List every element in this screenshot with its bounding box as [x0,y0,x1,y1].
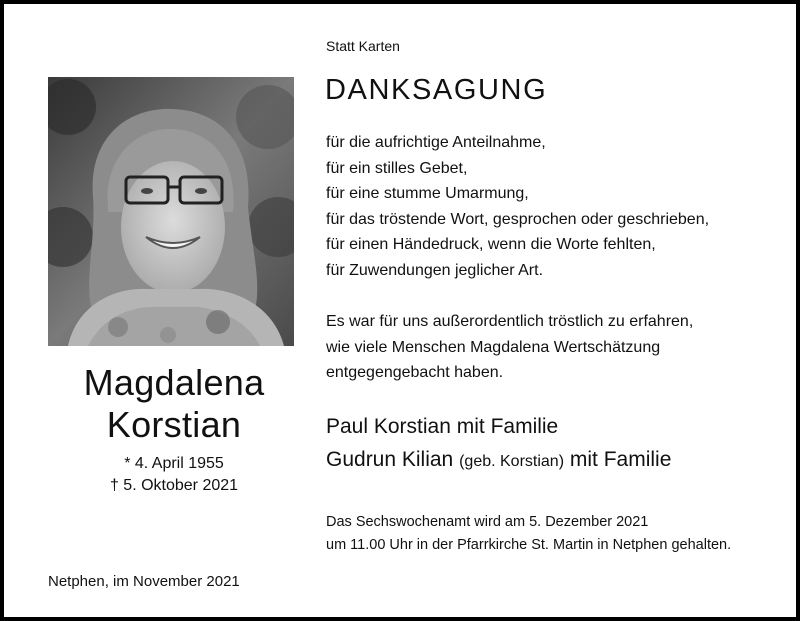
life-dates [48,453,300,497]
family-line-2-note: (geb. Korstian) [459,453,565,470]
consolation-paragraph [326,309,693,386]
paragraph-line: wie viele Menschen Magdalena Wertschätzung [326,338,661,356]
deceased-last-name: Korstian [106,404,242,445]
place-and-date: Netphen, im November 2021 [48,573,240,590]
deceased-name [48,362,300,446]
birth-date: * 4. April 1955 [124,455,224,472]
paragraph-line: Es war für uns außerordentlich tröstlich zu erfahren, [326,313,694,330]
portrait-photo-icon [48,77,294,346]
gratitude-line: für Zuwendungen jeglicher Art. [326,261,544,279]
family-line-2-name: Gudrun Kilian [326,448,454,471]
gratitude-line: für einen Händedruck, wenn die Worte fehlten, [326,236,656,254]
notice-line: um 11.00 Uhr in der Pfarrkirche St. Martin in Netphen gehalten. [326,537,732,553]
portrait-photo [48,77,294,346]
gratitude-line: für das tröstende Wort, gesprochen oder geschrieben, [326,210,710,228]
family-line-2 [326,443,671,478]
page-title: DANKSAGUNG [325,74,548,106]
death-date: † 5. Oktober 2021 [109,477,239,494]
family-line-2-end: mit Familie [569,448,672,471]
gratitude-line: für ein stilles Gebet, [326,159,468,177]
gratitude-line: für die aufrichtige Anteilnahme, [326,134,546,151]
paragraph-line: entgegengebacht haben. [326,364,504,382]
family-signatures [326,410,671,478]
family-line-1: Paul Korstian mit Familie [326,415,559,438]
deceased-first-name: Magdalena [83,362,265,403]
mass-notice [326,511,731,557]
statt-karten-label: Statt Karten [326,38,400,54]
notice-line: Das Sechswochenamt wird am 5. Dezember 2021 [326,514,649,530]
gratitude-line: für eine stumme Umarmung, [326,185,529,203]
gratitude-list [326,130,709,284]
